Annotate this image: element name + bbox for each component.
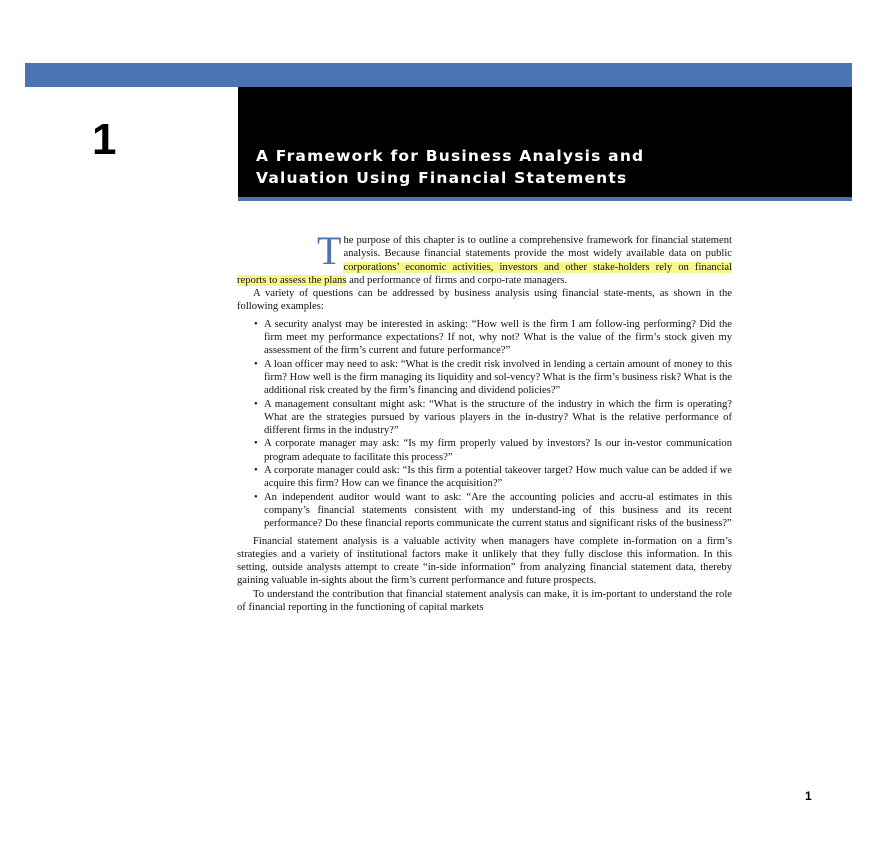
list-item-text: A management consultant might ask: “What is the structure of the industry in which the firm is operating? What are the strategies pursued by various players in the in-dustry? What is the relative performance of different firms in the industry?” [264, 398, 732, 437]
list-item [254, 437, 732, 464]
bullet-icon: • [254, 491, 258, 503]
list-item-text: A security analyst may be interested in asking: “How well is the firm I am follow-ing performing? Did the firm meet my performance expectations? If not, why not? What is the value of the firm’s stock given my assessment of the firm’s current and future performance?” [264, 318, 732, 357]
bullet-icon: • [254, 438, 258, 450]
questions-intro-paragraph: A variety of questions can be addressed by business analysis using financial state-ments, as shown in the following examples: [237, 288, 732, 313]
page-number: 1 [805, 789, 812, 803]
chapter-title [256, 145, 836, 189]
intro-text-after: and performance of firms and corpo-rate managers. [346, 274, 568, 286]
capital-markets-paragraph: To understand the contribution that financial statement analysis can make, it is im-portant to understand the role of financial reporting in the functioning of capital markets [237, 588, 732, 614]
list-item-text: A corporate manager could ask: “Is this firm a potential takeover target? How much value can be added if we acquire this firm? How can we finance the acquisition?” [264, 465, 732, 490]
list-item [254, 464, 732, 491]
header-blue-bar [25, 63, 852, 87]
bullet-icon: • [254, 358, 258, 370]
analysis-value-paragraph: Financial statement analysis is a valuable activity when managers have complete in-formation on a firm’s strategies and a variety of institutional factors make it unlikely that they fully disclose this information. In this setting, outside analysts attempt to create “in-side information” from analyzing financial statement data, thereby gaining valuable in-sights about the firm’s current performance and future prospects. [237, 535, 732, 587]
chapter-title-line-1: A Framework for Business Analysis and [256, 147, 645, 165]
list-item-text: An independent auditor would want to ask: “Are the accounting policies and accru-al estimates in this company’s financial statements consistent with my understand-ing of this business and its recent performance? Do these financial reports communicate the current status and significant risks of the business?” [264, 491, 732, 530]
chapter-number: 1 [92, 115, 117, 164]
list-item-text: A loan officer may need to ask: “What is the credit risk involved in lending a certain amount of money to this firm? How well is the firm managing its liquidity and sol-vency? What is the firm’s business risk? What is the additional risk created by the firm’s financing and dividend policies?” [264, 358, 732, 397]
drop-cap: T [317, 228, 342, 273]
bullet-icon: • [254, 465, 258, 477]
chapter-body [237, 228, 732, 614]
bullet-icon: • [254, 318, 258, 330]
title-underline [238, 197, 852, 201]
list-item [254, 318, 732, 358]
list-item [254, 358, 732, 398]
list-item-text: A corporate manager may ask: “Is my firm properly valued by investors? Is our in-vestor communication program adequate to facilitate this process?” [264, 438, 732, 463]
intro-text-before: he purpose of this chapter is to outline a comprehensive framework for financial statement analysis. Because financial statements provide the most widely available data on public [343, 235, 732, 260]
list-item [254, 398, 732, 438]
question-examples-list [237, 318, 732, 531]
chapter-title-line-2: Valuation Using Financial Statements [256, 169, 628, 187]
highlighted-text[interactable]: corporations’ economic activities, investors and other stake-holders rely on financial reports to assess the plans [237, 261, 732, 286]
list-item [254, 491, 732, 531]
intro-paragraph [237, 228, 732, 287]
bullet-icon: • [254, 398, 258, 410]
